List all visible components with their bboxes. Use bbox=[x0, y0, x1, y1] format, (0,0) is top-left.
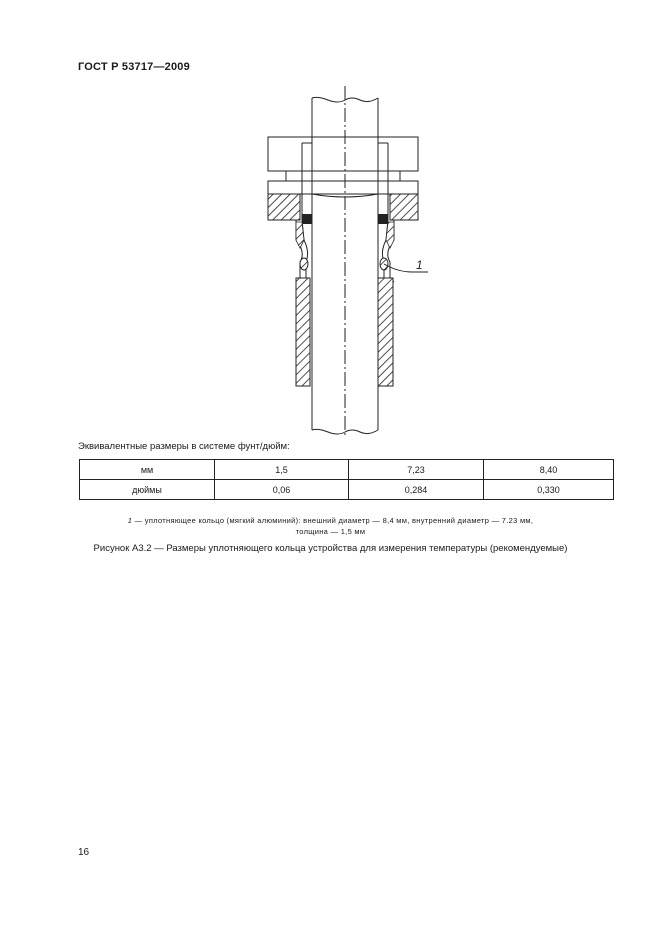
upper-flange bbox=[268, 137, 418, 171]
callout-label: 1 bbox=[416, 258, 423, 272]
lower-flange-outline bbox=[268, 181, 418, 194]
note-line-1: уплотняющее кольцо (мягкий алюминий): внешний диаметр — 8,4 мм, внутренний диаметр — 7.23 мм, bbox=[144, 516, 534, 525]
value-cell: 8,40 bbox=[484, 460, 614, 480]
page-number: 16 bbox=[78, 847, 90, 858]
flange-section-left bbox=[268, 194, 300, 220]
figure-caption: Рисунок А3.2 — Размеры уплотняющего кольца устройства для измерения температуры (рекомендуемые) bbox=[93, 543, 568, 554]
unit-cell: мм bbox=[80, 460, 215, 480]
ring-section-left bbox=[300, 258, 308, 270]
note-line-2: толщина — 1,5 мм bbox=[295, 527, 366, 536]
value-cell: 7,23 bbox=[349, 460, 484, 480]
figure-note bbox=[78, 515, 583, 537]
value-cell: 0,330 bbox=[484, 480, 614, 500]
sleeve-section-left bbox=[296, 278, 310, 386]
value-cell: 0,284 bbox=[349, 480, 484, 500]
table-row-mm bbox=[80, 460, 614, 480]
seal-ring-right bbox=[378, 214, 388, 224]
flange-section-right bbox=[390, 194, 418, 220]
value-cell: 1,5 bbox=[215, 460, 349, 480]
document-header: ГОСТ Р 53717—2009 bbox=[78, 61, 190, 73]
unit-cell: дюймы bbox=[80, 480, 215, 500]
table-row-inches bbox=[80, 480, 614, 500]
seal-ring-left bbox=[302, 214, 312, 224]
equivalent-dimensions-table bbox=[79, 459, 614, 500]
sleeve-section-right bbox=[378, 278, 393, 386]
note-number: 1 — bbox=[127, 516, 143, 525]
value-cell: 0,06 bbox=[215, 480, 349, 500]
table-caption: Эквивалентные размеры в системе фунт/дюйм: bbox=[78, 441, 290, 452]
seal-ring-drawing bbox=[0, 0, 661, 440]
